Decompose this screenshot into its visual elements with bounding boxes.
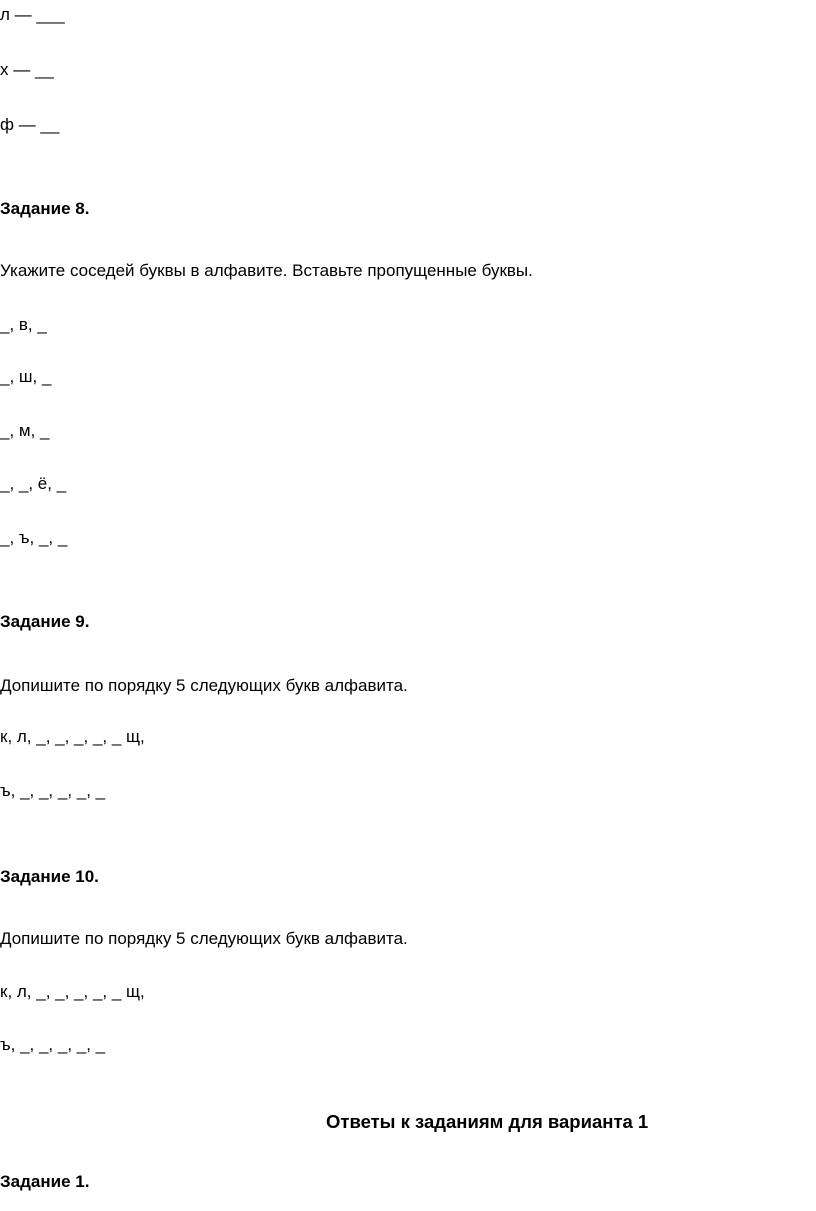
exercise-line: ф — __ [0, 115, 60, 134]
task-9-title: Задание 9. [0, 612, 90, 631]
exercise-line: _, м, _ [0, 421, 50, 440]
task-9-instruction: Допишите по порядку 5 следующих букв алфавита. [0, 676, 408, 695]
task-8-title: Задание 8. [0, 199, 90, 218]
exercise-line: х — __ [0, 60, 54, 79]
task-10-instruction: Допишите по порядку 5 следующих букв алфавита. [0, 929, 408, 948]
exercise-line: к, л, _, _, _, _, _ щ, [0, 727, 145, 746]
exercise-line: _, в, _ [0, 315, 47, 334]
exercise-line: _, ъ, _, _ [0, 528, 68, 547]
exercise-line: л — ___ [0, 5, 65, 24]
exercise-line: _, ш, _ [0, 367, 52, 386]
exercise-line: ъ, _, _, _, _, _ [0, 781, 106, 800]
task-8-instruction: Укажите соседей буквы в алфавите. Вставьте пропущенные буквы. [0, 261, 533, 280]
exercise-line: _, _, ё, _ [0, 474, 67, 493]
exercise-line: ъ, _, _, _, _, _ [0, 1035, 106, 1054]
answers-task-1-title: Задание 1. [0, 1172, 90, 1191]
exercise-line: к, л, _, _, _, _, _ щ, [0, 982, 145, 1001]
answers-heading: Ответы к заданиям для варианта 1 [326, 1111, 649, 1132]
task-10-title: Задание 10. [0, 867, 99, 886]
